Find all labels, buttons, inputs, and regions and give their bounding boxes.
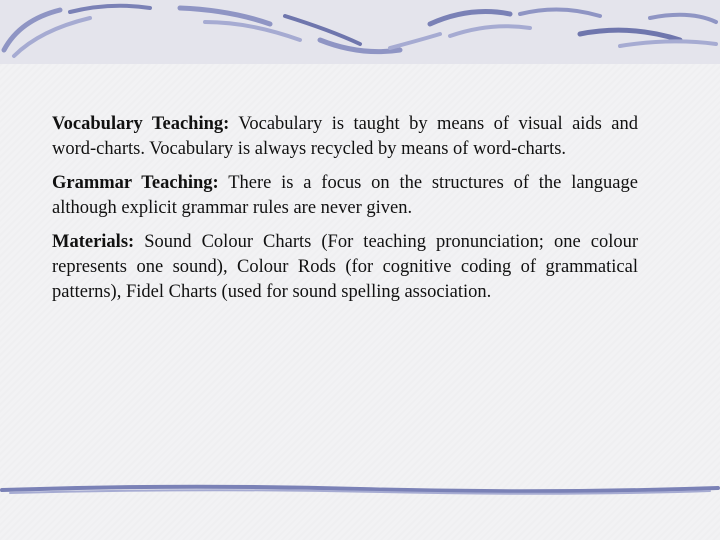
grammar-label: Grammar Teaching: — [52, 173, 219, 193]
slide-body — [52, 112, 638, 314]
materials-paragraph — [52, 230, 638, 305]
grammar-paragraph — [52, 171, 638, 221]
brush-stroke-decoration — [0, 0, 720, 64]
materials-label: Materials: — [52, 232, 135, 252]
decorative-banner — [0, 0, 720, 64]
vocabulary-paragraph — [52, 112, 638, 162]
grammar-text: There is a focus on the structures of the language although explicit grammar rules are never given. — [52, 173, 638, 218]
bottom-brush-rule — [0, 478, 720, 502]
vocabulary-label: Vocabulary Teaching: — [52, 114, 230, 134]
vocabulary-text: Vocabulary is taught by means of visual aids and word-charts. Vocabulary is always recycled by means of word-charts. — [52, 114, 638, 159]
materials-text: Sound Colour Charts (For teaching pronunciation; one colour represents one sound), Colour Rods (for cognitive coding of grammatical patterns), Fidel Charts (used for sound spelling association. — [52, 232, 639, 302]
